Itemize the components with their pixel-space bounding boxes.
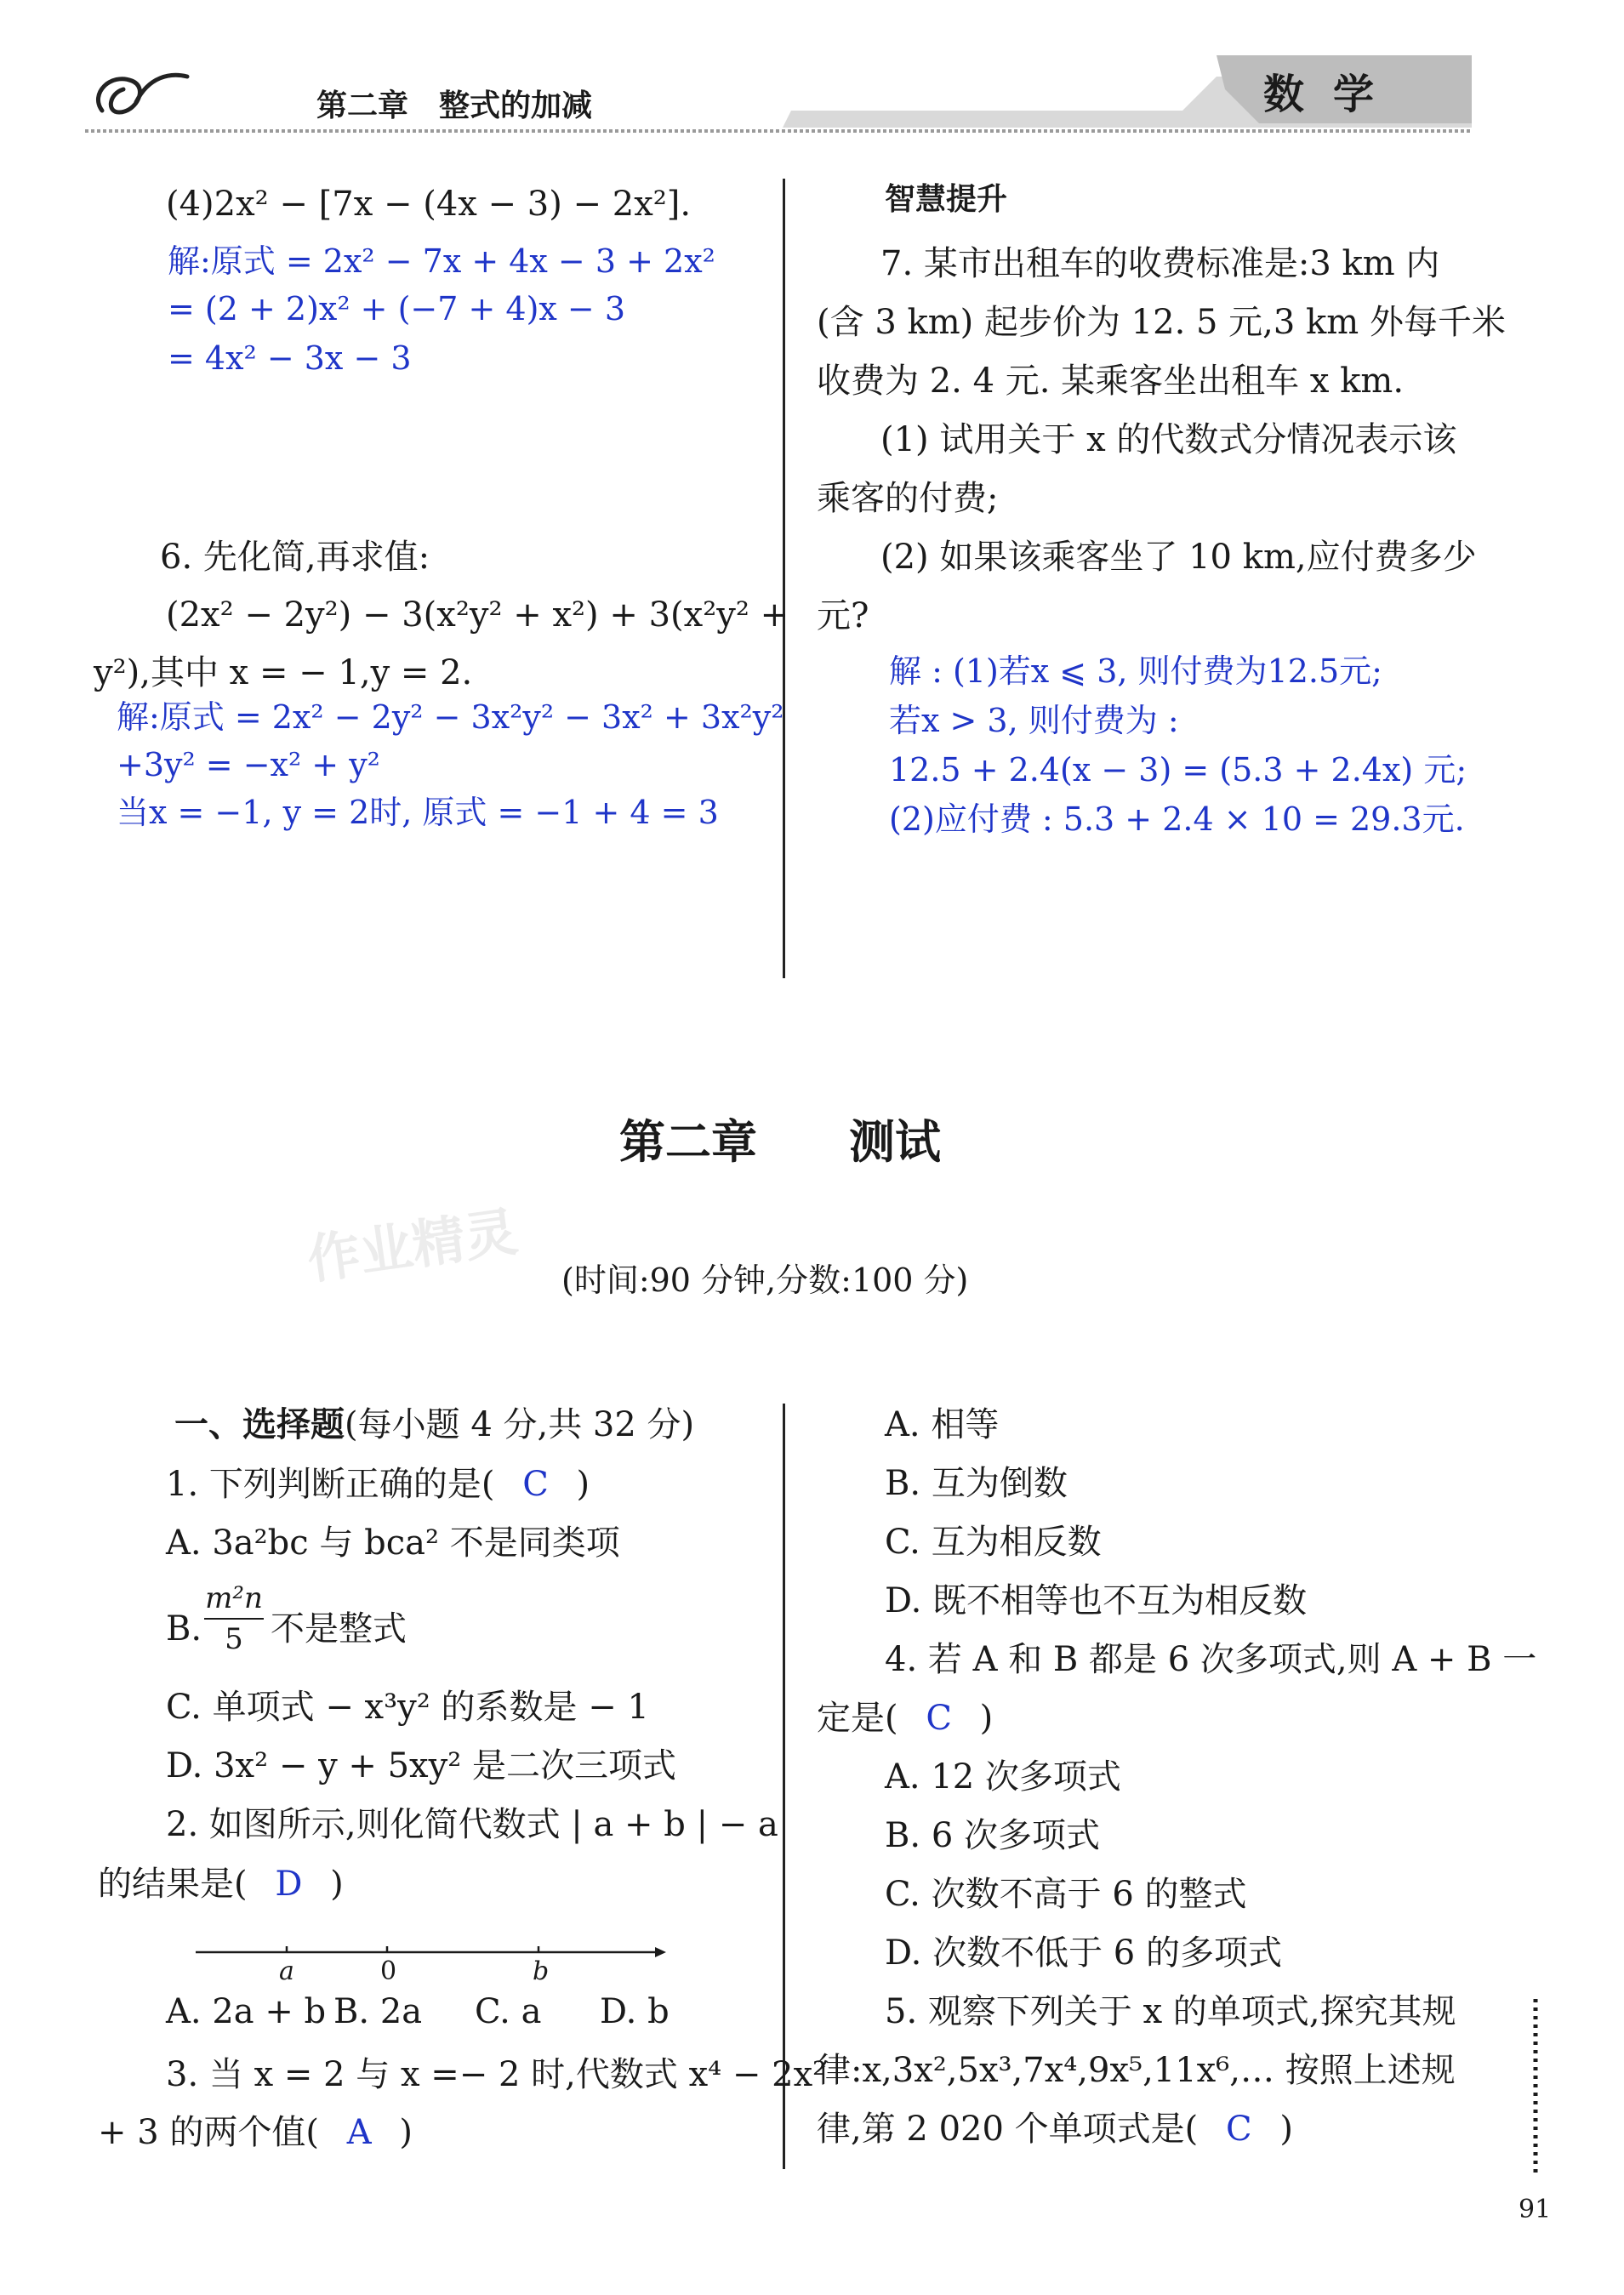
q4-option-d: D. 次数不低于 6 的多项式 (885, 1933, 1282, 1973)
q4-option-a: A. 12 次多项式 (885, 1757, 1121, 1797)
q3-text: + 3 的两个值( (98, 2113, 319, 2152)
q7-line-1: 7. 某市出租车的收费标准是:3 km 内 (880, 244, 1440, 283)
q4-answer-line-1: 解:原式 = 2x² − 7x + 4x − 3 + 2x² (168, 242, 715, 280)
q6-title: 6. 先化简,再求值: (160, 538, 430, 577)
q7-line-6: (2) 如果该乘客坐了 10 km,应付费多少 (880, 538, 1477, 577)
q3-option-a: A. 相等 (885, 1405, 1000, 1444)
q7-line-7: 元? (817, 596, 869, 635)
section-choice (174, 1395, 694, 1455)
fraction-denominator: 5 (225, 1622, 243, 1656)
q1-close: ) (576, 1465, 590, 1504)
q4-option-c: C. 次数不高于 6 的整式 (885, 1875, 1247, 1914)
header-chapter-label: 第二章 整式的加减 (316, 88, 593, 123)
q6-line-2: y²),其中 x = − 1,y = 2. (94, 653, 473, 692)
q7-line-4: (1) 试用关于 x 的代数式分情况表示该 (880, 420, 1457, 459)
q4-line-1: 4. 若 A 和 B 都是 6 次多项式,则 A + B 一 (885, 1640, 1537, 1679)
q4-close: ) (979, 1699, 994, 1738)
q4-text: 定是( (817, 1699, 898, 1738)
q1-option-b-prefix: B. (166, 1609, 202, 1649)
q6-answer-line-3: 当x = −1, y = 2时, 原式 = −1 + 4 = 3 (117, 794, 719, 831)
test-subtitle: (时间:90 分钟,分数:100 分) (561, 1261, 969, 1299)
q3-line-2 (98, 2103, 413, 2162)
q3-close: ) (399, 2113, 413, 2152)
q1-stem (166, 1455, 590, 1514)
number-line-label-b: b (533, 1956, 550, 1986)
test-title: 第二章 测试 (619, 1115, 941, 1169)
number-line-label-zero: 0 (380, 1956, 397, 1986)
q5-line-3 (817, 2099, 1293, 2159)
q2-option-c: C. a (475, 1992, 542, 2031)
page-number: 91 (1519, 2195, 1552, 2224)
q2-option-a: A. 2a + b (166, 1992, 327, 2031)
section-choice-info: (每小题 4 分,共 32 分) (345, 1405, 695, 1444)
q7-answer-line-4: (2)应付费 : 5.3 + 2.4 × 10 = 29.3元. (889, 800, 1465, 838)
q1-option-c: C. 单项式 − x³y² 的系数是 − 1 (166, 1688, 649, 1727)
q6-line-1: (2x² − 2y²) − 3(x²y² + x²) + 3(x²y² + (166, 595, 789, 635)
q4-option-b: B. 6 次多项式 (885, 1816, 1100, 1855)
q3-option-c: C. 互为相反数 (885, 1523, 1102, 1562)
fraction-numerator: m²n (205, 1581, 263, 1615)
q2-option-d: D. b (600, 1992, 670, 2031)
q2-option-b: B. 2a (333, 1992, 423, 2031)
q1-option-b-suffix: 不是整式 (271, 1609, 407, 1649)
q5-line-1: 5. 观察下列关于 x 的单项式,探究其规 (885, 1992, 1456, 2031)
q3-answer: A (346, 2113, 372, 2152)
q1-option-b (166, 1599, 202, 1659)
q5-line-2: 律:x,3x²,5x³,7x⁴,9x⁵,11x⁶,… 按照上述规 (817, 2051, 1456, 2090)
column-divider-top (783, 179, 785, 978)
section-choice-title: 一、选择题 (174, 1405, 345, 1444)
q7-line-3: 收费为 2. 4 元. 某乘客坐出租车 x km. (817, 362, 1405, 401)
q2-line-1: 2. 如图所示,则化简代数式 | a + b | − a (166, 1805, 778, 1844)
q7-line-5: 乘客的付费; (817, 479, 999, 518)
q6-answer-line-1: 解:原式 = 2x² − 2y² − 3x²y² − 3x² + 3x²y² (117, 698, 784, 736)
page-dots-decoration (1527, 1995, 1544, 2182)
q6-answer-line-2: +3y² = −x² + y² (117, 746, 380, 783)
q7-line-2: (含 3 km) 起步价为 12. 5 元,3 km 外每千米 (817, 303, 1506, 342)
q4-answer-line-2: = (2 + 2)x² + (−7 + 4)x − 3 (168, 290, 626, 327)
q2-close: ) (330, 1865, 344, 1904)
q1-option-b-fraction (204, 1579, 264, 1659)
q2-answer: D (275, 1865, 303, 1904)
q3-option-d: D. 既不相等也不互为相反数 (885, 1581, 1308, 1620)
header-subject: 数学 (1263, 71, 1404, 118)
q4-expression: (4)2x² − [7x − (4x − 3) − 2x²]. (166, 185, 692, 224)
q4-line-2 (817, 1689, 993, 1748)
q2-line-2 (98, 1854, 344, 1914)
q1-text: 1. 下列判断正确的是( (166, 1465, 495, 1504)
q4-answer-line-3: = 4x² − 3x − 3 (168, 339, 412, 377)
q5-close: ) (1279, 2110, 1293, 2149)
q7-answer-line-2: 若x > 3, 则付费为 : (889, 702, 1179, 739)
q7-answer-line-1: 解 : (1)若x ⩽ 3, 则付费为12.5元; (889, 652, 1382, 690)
q1-option-d: D. 3x² − y + 5xy² 是二次三项式 (166, 1746, 676, 1785)
watermark: 作业精灵 (303, 1200, 521, 1291)
q4-answer: C (926, 1699, 952, 1738)
q5-text: 律,第 2 020 个单项式是( (817, 2110, 1199, 2149)
q1-option-a: A. 3a²bc 与 bca² 不是同类项 (166, 1523, 620, 1563)
q1-answer: C (522, 1465, 549, 1504)
number-line-label-a: a (279, 1956, 294, 1986)
q7-answer-line-3: 12.5 + 2.4(x − 3) = (5.3 + 2.4x) 元; (889, 751, 1467, 789)
q3-line-1: 3. 当 x = 2 与 x =− 2 时,代数式 x⁴ − 2x² (166, 2055, 827, 2094)
section-heading-wisdom: 智慧提升 (885, 182, 1008, 217)
q5-answer: C (1225, 2110, 1252, 2149)
q3-option-b: B. 互为倒数 (885, 1464, 1068, 1503)
q2-text: 的结果是( (98, 1865, 248, 1904)
